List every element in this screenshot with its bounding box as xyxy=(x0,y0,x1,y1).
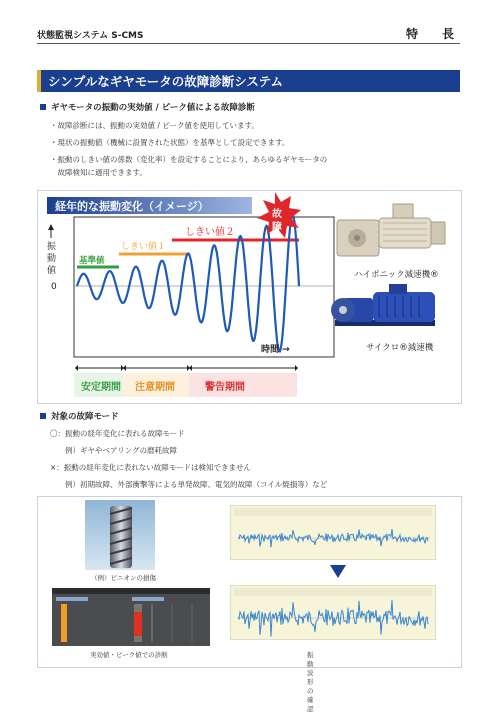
header-section-title: 特 長 xyxy=(405,27,460,41)
section2-line: 〇：振動の経年変化に表れる故障モード xyxy=(50,429,185,438)
fault-char: 故 xyxy=(272,209,282,220)
section1-bullet: ・故障診断には、振動の実効値 / ピーク値を使用しています。 xyxy=(50,121,259,130)
waveform-caption: 振動波形の確認 xyxy=(307,651,314,713)
fault-char: 障 xyxy=(272,222,282,233)
cyclo-caption: サイクロ®減速機 xyxy=(366,343,434,353)
section-square-icon xyxy=(40,104,46,110)
header-rule xyxy=(37,43,460,44)
hyponic-caption: ハイポニック減速機® xyxy=(354,270,439,280)
section1-bullet: 故障検知に適用できます。 xyxy=(50,168,147,177)
threshold2-label: しきい値２ xyxy=(185,227,235,238)
hyponic-reducer-image xyxy=(337,204,445,256)
cyclo-reducer-image xyxy=(331,284,435,326)
section2-heading: 対象の故障モード xyxy=(51,412,119,422)
ylabel-char: 値 xyxy=(47,266,57,276)
diagnosis-caption: 実効値・ピーク値での診断 xyxy=(90,651,168,659)
section2-line: ×：振動の経年変化に表れない故障モードは検知できません xyxy=(50,463,251,472)
pinion-damage-photo xyxy=(85,500,155,570)
time-axis-label: 時間 → xyxy=(261,345,290,355)
section1-heading: ギヤモータの振動の実効値 / ピーク値による故障診断 xyxy=(51,103,255,113)
vibration-graph xyxy=(37,190,460,402)
threshold1-label: しきい値１ xyxy=(121,242,167,252)
diagnosis-screen-image xyxy=(52,588,210,646)
graph-title: 経年的な振動変化（イメージ） xyxy=(55,200,209,213)
section-square-icon xyxy=(40,413,46,419)
down-arrow-icon xyxy=(330,565,346,579)
base-label: 基準値 xyxy=(79,256,105,266)
section2-line: 例）ギヤやベアリングの磨耗故障 xyxy=(50,446,178,455)
period-caution: 注意期間 xyxy=(135,382,175,393)
section1-bullet: ・現状の振動値（機械に設置された状態）を基準として設定できます。 xyxy=(50,138,290,147)
section2-line: 例）初期故障、外部衝撃等による単発故障、電気的故障（コイル焼損等）など xyxy=(50,480,328,489)
waveform-fault-image xyxy=(230,585,436,640)
ylabel-char: 動 xyxy=(47,254,57,264)
header-system-name: 状態監視システム S-CMS xyxy=(37,31,144,41)
banner-title: シンプルなギヤモータの故障診断システム xyxy=(48,74,283,89)
period-stable: 安定期間 xyxy=(81,382,121,393)
pinion-caption: （例）ピニオンの損傷 xyxy=(91,574,156,582)
banner-accent xyxy=(37,70,41,92)
ylabel-char: 振 xyxy=(47,242,57,252)
section1-bullet: ・振動のしきい値の係数（変化率）を設定することにより、あらゆるギヤモータの xyxy=(50,155,328,164)
zero-label: 0 xyxy=(51,282,57,292)
waveform-normal-image xyxy=(230,505,436,560)
period-warning: 警告期間 xyxy=(205,382,245,393)
